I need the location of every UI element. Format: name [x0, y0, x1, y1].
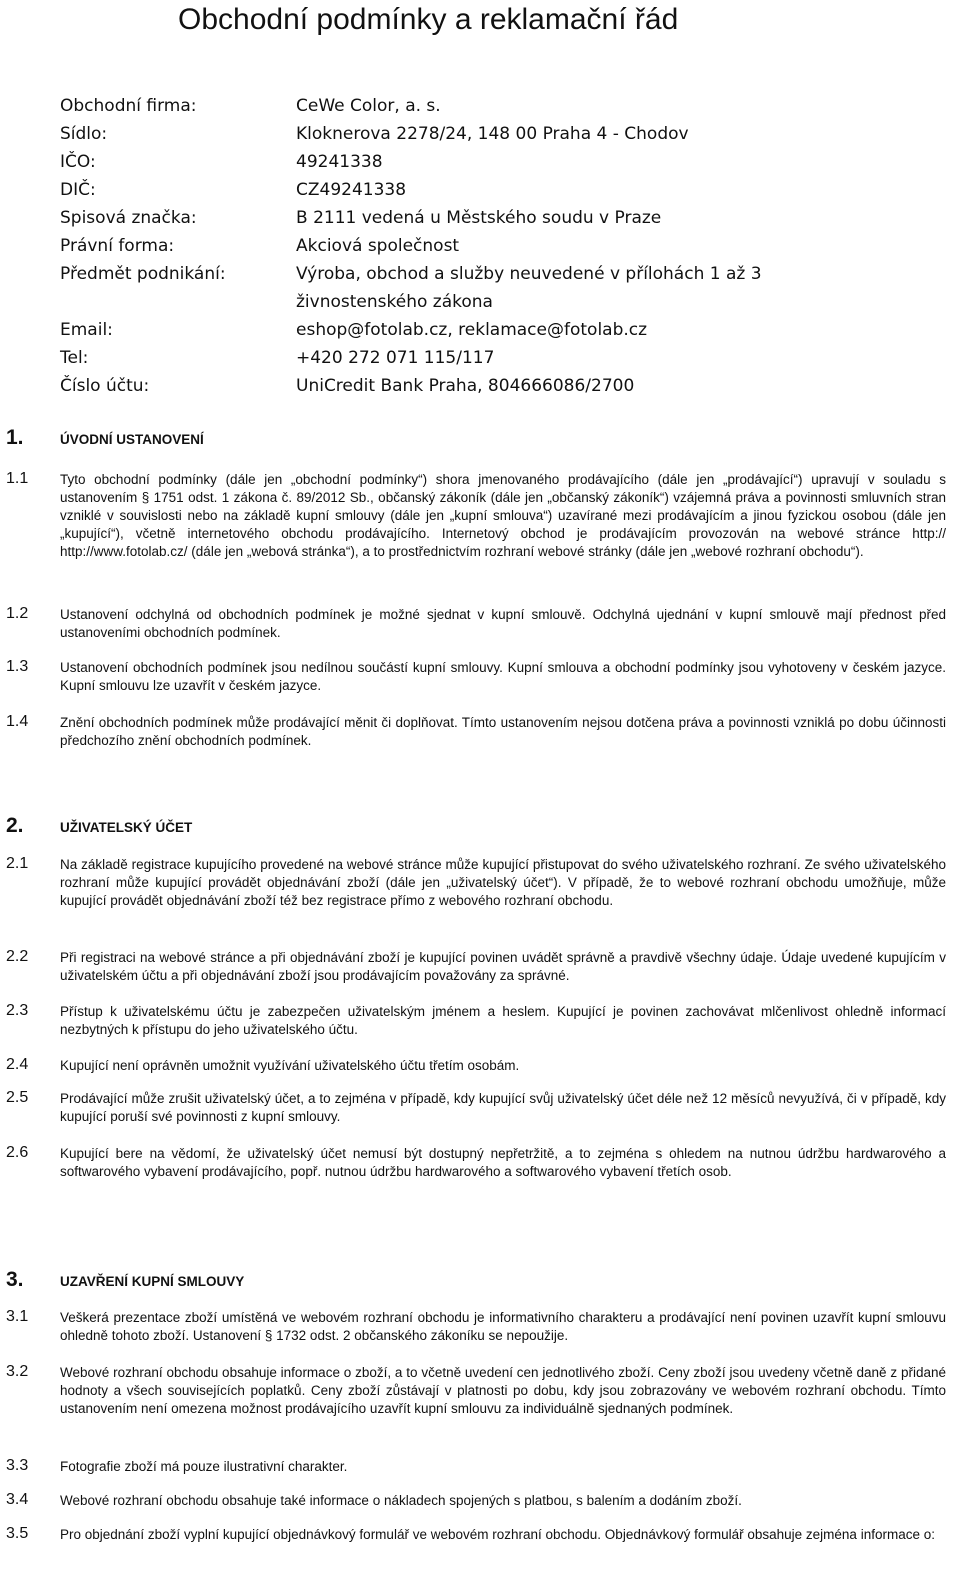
company-info-row — [60, 372, 856, 400]
clause-text: Fotografie zboží má pouze ilustrativní charakter. — [60, 1459, 348, 1474]
company-info-row — [60, 120, 856, 148]
company-info-row — [60, 344, 856, 372]
clause — [6, 1144, 946, 1181]
clause — [6, 470, 946, 561]
info-value: eshop@fotolab.cz, reklamace@fotolab.cz — [296, 320, 648, 340]
section-heading — [6, 426, 204, 450]
clause-number: 1.2 — [6, 605, 29, 622]
clause — [6, 855, 946, 910]
info-value: Kloknerova 2278/24, 148 00 Praha 4 - Chodov — [296, 124, 689, 144]
info-value: +420 272 071 115/117 — [296, 348, 495, 368]
info-value: UniCredit Bank Praha, 804666086/2700 — [296, 376, 635, 396]
info-label: Sídlo: — [60, 124, 108, 144]
clause-text: Při registraci na webové stránce a při objednávání zboží je kupující povinen uvádět správně a pravdivě všechny údaje. Údaje uvedené kupujícím v uživatelském účtu a při objednávání zboží jsou prodávajícím považovány za správné. — [60, 950, 946, 983]
clause-number: 1.1 — [6, 470, 29, 487]
clause-number: 3.2 — [6, 1363, 29, 1380]
section-number: 3. — [6, 1268, 24, 1291]
clause — [6, 658, 946, 695]
clause-text: Webové rozhraní obchodu obsahuje informace o zboží, a to včetně uvedení cen jednotlivého zboží. Ceny zboží jsou uvedeny včetně daně z přidané hodnoty a všech souvisejících poplatků. Ceny zboží zůstávají v platnosti po dobu, kdy jsou zobrazovány ve webovém rozhraní obchodu. Tímto ustanovením není omezena možnost prodávajícího uzavřít kupní smlouvu za individuálně sjednaných podmínek. — [60, 1365, 946, 1416]
company-info-row — [60, 260, 856, 316]
clause-number: 2.1 — [6, 855, 29, 872]
section-heading — [6, 1268, 244, 1292]
clause — [6, 948, 946, 985]
page-title: Obchodní podmínky a reklamační řád — [178, 3, 679, 36]
info-label: Číslo účtu: — [60, 376, 150, 396]
company-info-row — [60, 316, 856, 344]
company-info-row — [60, 232, 856, 260]
info-value: B 2111 vedená u Městského soudu v Praze — [296, 208, 662, 228]
clause-text: Ustanovení odchylná od obchodních podmínek je možné sjednat v kupní smlouvě. Odchylná ujednání v kupní smlouvě mají přednost před ustanoveními obchodních podmínek. — [60, 607, 946, 640]
clause-number: 3.3 — [6, 1457, 29, 1474]
info-value: CZ49241338 — [296, 180, 407, 200]
info-value: Akciová společnost — [296, 236, 460, 256]
clause — [6, 1525, 946, 1544]
clause-text: Na základě registrace kupujícího provedené na webové stránce může kupující přistupovat do svého uživatelského rozhraní. Ze svého uživatelského rozhraní může kupující provádět objednávání zboží (dále jen „uživatelský účet“). V případě, že to webové rozhraní obchodu umožňuje, může kupující provádět objednávání zboží též bez registrace přímo z webového rozhraní obchodu. — [60, 857, 946, 908]
clause-number: 2.3 — [6, 1002, 29, 1019]
clause-number: 2.2 — [6, 948, 29, 965]
clause — [6, 1056, 946, 1075]
section-title: ÚVODNÍ USTANOVENÍ — [60, 432, 204, 447]
clause-text: Prodávající může zrušit uživatelský účet, a to zejména v případě, kdy kupující svůj uživatelský účet déle než 12 měsíců nevyužívá, či v případě, kdy kupující poruší své povinnosti z kupní smlouvy. — [60, 1091, 946, 1124]
info-label: Tel: — [60, 348, 89, 368]
section-title: UZAVŘENÍ KUPNÍ SMLOUVY — [60, 1274, 245, 1289]
info-label: Obchodní firma: — [60, 96, 197, 116]
clause — [6, 1363, 946, 1418]
clause-text: Veškerá prezentace zboží umístěná ve webovém rozhraní obchodu je informativního charakteru a prodávající není povinen uzavřít kupní smlouvu ohledně tohoto zboží. Ustanovení § 1732 odst. 2 občanského zákoníku se nepoužije. — [60, 1310, 946, 1343]
company-info-row — [60, 92, 856, 120]
clause — [6, 713, 946, 750]
section-number: 2. — [6, 814, 24, 837]
company-info — [60, 92, 856, 400]
info-value: Výroba, obchod a služby neuvedené v přílohách 1 až 3 živnostenského zákona — [296, 264, 762, 312]
clause-text: Ustanovení obchodních podmínek jsou nedílnou součástí kupní smlouvy. Kupní smlouva a obchodní podmínky jsou vyhotoveny v českém jazyce. Kupní smlouvu lze uzavřít v českém jazyce. — [60, 660, 946, 693]
clause — [6, 605, 946, 642]
section-heading — [6, 814, 192, 838]
clause-text: Kupující bere na vědomí, že uživatelský účet nemusí být dostupný nepřetržitě, a to zejména s ohledem na nutnou údržbu hardwarového a softwarového vybavení prodávajícího, popř. nutnou údržbu hardwarového a softwarového vybavení třetích osob. — [60, 1146, 946, 1179]
info-value: CeWe Color, a. s. — [296, 96, 441, 116]
clause-text: Kupující není oprávněn umožnit využívání uživatelského účtu třetím osobám. — [60, 1058, 520, 1073]
info-value: 49241338 — [296, 152, 383, 172]
clause-text: Pro objednání zboží vyplní kupující objednávkový formulář ve webovém rozhraní obchodu. Objednávkový formulář obsahuje zejména informace o: — [60, 1527, 935, 1542]
info-label: DIČ: — [60, 180, 96, 200]
clause — [6, 1457, 946, 1476]
company-info-row — [60, 204, 856, 232]
clause — [6, 1089, 946, 1126]
company-info-row — [60, 176, 856, 204]
info-label: IČO: — [60, 152, 96, 172]
clause — [6, 1308, 946, 1345]
clause — [6, 1002, 946, 1039]
clause-text: Tyto obchodní podmínky (dále jen „obchodní podmínky“) shora jmenovaného prodávajícího (dále jen „prodávající“) upravují v souladu s ustanovením § 1751 odst. 1 zákona č. 89/2012 Sb., občanský zákoník (dále jen „občanský zákoník“) vzájemná práva a povinnosti smluvních stran vzniklé v souvislosti nebo na základě kupní smlouvy (dále jen „kupní smlouva“) uzavírané mezi prodávajícím a jinou fyzickou osobou (dále jen „kupující“), včetně internetového obchodu prodávajícího. Internetový obchod je prodávajícím provozován na webové stránce http:// http://www.fotolab.cz/ (dále jen „webová stránka“), a to prostřednictvím rozhraní webové stránky (dále jen „webové rozhraní obchodu“). — [60, 472, 946, 559]
clause-text: Znění obchodních podmínek může prodávající měnit či doplňovat. Tímto ustanovením nejsou dotčena práva a povinnosti vzniklá po dobu účinnosti předchozího znění obchodních podmínek. — [60, 715, 946, 748]
clause-number: 1.3 — [6, 658, 29, 675]
info-label: Email: — [60, 320, 113, 340]
clause-number: 2.6 — [6, 1144, 29, 1161]
clause-number: 3.5 — [6, 1525, 29, 1542]
clause-number: 1.4 — [6, 713, 29, 730]
clause-text: Webové rozhraní obchodu obsahuje také informace o nákladech spojených s platbou, s balením a dodáním zboží. — [60, 1493, 742, 1508]
clause-text: Přístup k uživatelskému účtu je zabezpečen uživatelským jménem a heslem. Kupující je povinen zachovávat mlčenlivost ohledně informací nezbytných k přístupu do jeho uživatelského účtu. — [60, 1004, 946, 1037]
clause-number: 2.5 — [6, 1089, 29, 1106]
company-info-row — [60, 148, 856, 176]
info-label: Právní forma: — [60, 236, 175, 256]
clause-number: 3.4 — [6, 1491, 29, 1508]
info-label: Spisová značka: — [60, 208, 197, 228]
clause — [6, 1491, 946, 1510]
info-label: Předmět podnikání: — [60, 264, 226, 284]
section-number: 1. — [6, 426, 24, 449]
clause-number: 2.4 — [6, 1056, 29, 1073]
clause-number: 3.1 — [6, 1308, 29, 1325]
section-title: UŽIVATELSKÝ ÚČET — [60, 820, 193, 835]
